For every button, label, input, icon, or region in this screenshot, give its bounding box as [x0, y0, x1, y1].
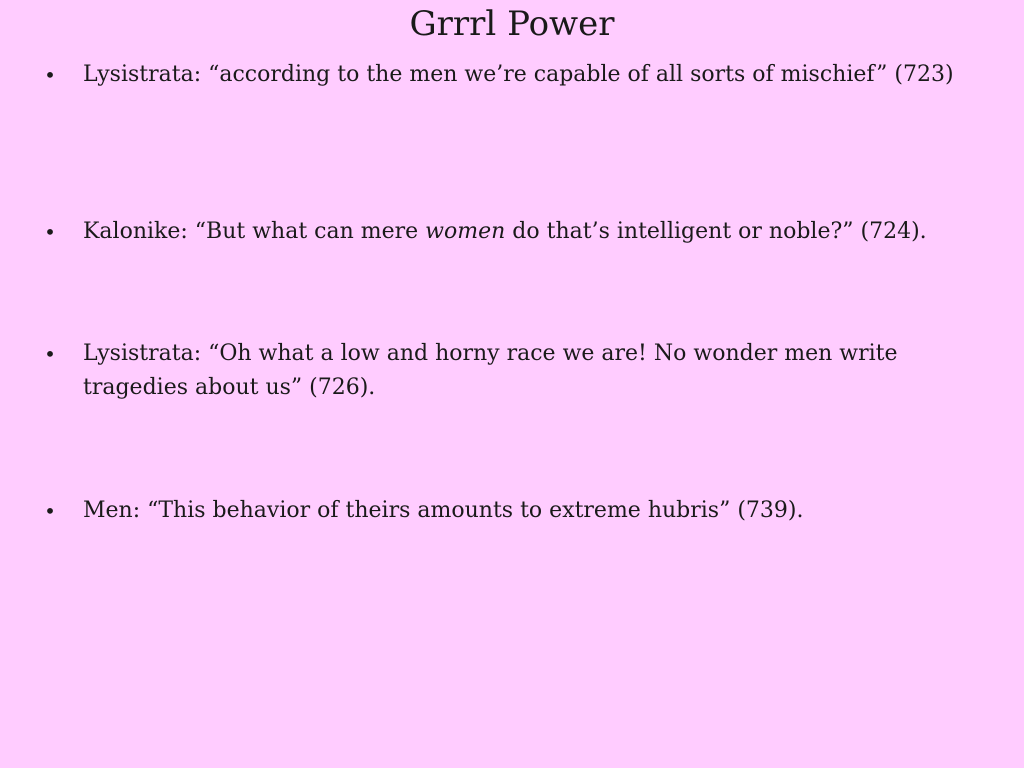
bullet-item-3 [40, 337, 970, 405]
bullet-item-4 [40, 494, 970, 528]
bullet-icon: • [44, 220, 56, 244]
bullet-text-2-pre: Kalonike: “But what can mere [83, 219, 426, 244]
bullet-icon: • [44, 63, 56, 87]
bullet-text-2 [83, 215, 970, 249]
bullet-text-2-post: do that’s intelligent or noble?” (724). [505, 219, 927, 244]
bullet-item-2 [40, 215, 970, 249]
bullet-icon: • [44, 499, 56, 523]
slide-title: Grrrl Power [409, 4, 615, 44]
bullet-text-1: Lysistrata: “according to the men we’re capable of all sorts of mischief” (723) [83, 62, 954, 87]
bullet-text-4: Men: “This behavior of theirs amounts to extreme hubris” (739). [83, 498, 804, 523]
bullet-text-2-emphasis: women [425, 219, 506, 244]
bullet-text-3: Lysistrata: “Oh what a low and horny race we are! No wonder men write tragedies about us” (726). [83, 341, 898, 400]
bullet-item-1 [40, 58, 970, 92]
bullet-icon: • [44, 342, 56, 366]
